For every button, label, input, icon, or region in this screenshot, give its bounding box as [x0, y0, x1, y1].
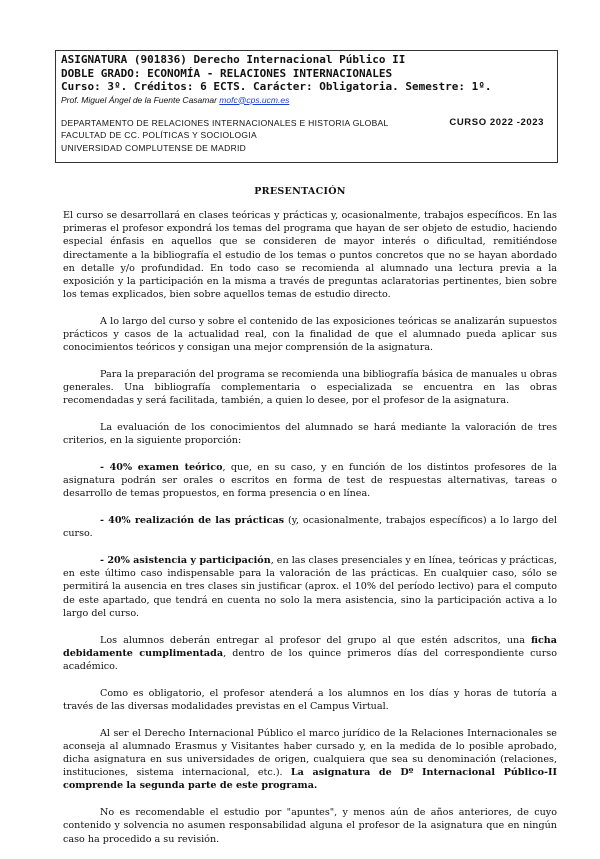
- department-block: [61, 117, 552, 155]
- paragraph-practical-cases: A lo largo del curso y sobre el contenido de las exposiciones teóricas se analizarán supuestos prácticos y casos de la actualidad real, con la finalidad de que el alumnado pueda aplicar sus conocimientos teóricos y consigan una mejor comprensión de la asignatura.: [63, 315, 557, 354]
- professor-email-link[interactable]: mofc@cps.ucm.es: [219, 94, 290, 105]
- paragraph-erasmus: Al ser el Derecho Internacional Público el marco jurídico de la Relaciones Internacionales se aconseja al alumnado Erasmus y Visitantes haber cursado y, en la medida de lo posible aprobado, dicha asignatura en sus universidades de origen, cualquiera que sea su denominación (relaciones, instituciones, sistema internacional, etc.). La asignatura de Dº Internacional Público-II comprende la segunda parte de este programa.: [63, 727, 557, 792]
- course-title: ASIGNATURA (901836) Derecho Internacional Público II: [61, 53, 406, 66]
- paragraph-attendance-criterion: - 20% asistencia y participación, en las clases presenciales y en línea, teóricas y prácticas, en este último caso indispensable para la valoración de las prácticas. En cualquier caso, sólo se permitirá la ausencia en tres clases sin justificar (aprox. el 10% del período lectivo) para el computo de este apartado, que tendrá en cuenta no solo la mera asistencia, sino la participación activa a lo largo del curso.: [63, 555, 557, 619]
- professor-name: Prof. Miguel Ángel de la Fuente Casamar: [61, 94, 217, 105]
- paragraph-practice-criterion: - 40% realización de las prácticas (y, ocasionalmente, trabajos específicos) a lo largo del curso.: [63, 515, 557, 540]
- faculty-name: FACULTAD DE CC. POLÍTICAS Y SOCIOLOGIA: [61, 130, 257, 140]
- second-part-note: La asignatura de Dº Internacional Público-II comprende la segunda parte de este programa.: [63, 767, 557, 792]
- academic-year: CURSO 2022 -2023: [449, 116, 544, 128]
- paragraph-evaluation: La evaluación de los conocimientos del alumnado se hará mediante la valoración de tres criterios, en la siguiente proporción:: [63, 422, 557, 447]
- course-details: Curso: 3º. Créditos: 6 ECTS. Carácter: Obligatoria. Semestre: 1º.: [61, 80, 492, 93]
- exam-criterion-label: - 40% examen teórico: [100, 462, 223, 474]
- presentation-body: [63, 209, 557, 859]
- paragraph-course-format: El curso se desarrollará en clases teóricas y prácticas y, ocasionalmente, trabajos específicos. En las primeras el profesor expondrá los temas del programa que hayan de ser objeto de estudio, haciendo especial énfasis en aquellos que se consideren de mayor interés o dificultad, remitiéndose directamente a la bibliografía el estudio de los temas o puntos concretos que no se hayan abordado en detalle y/o profundidad. En todo caso se recomienda al alumnado una lectura previa a la exposición y la participación en la misma a través de preguntas aclaratorias pertinentes, bien sobre los temas explicados, bien sobre aquellos temas de estudio directo.: [63, 210, 557, 301]
- course-header-box: [55, 50, 558, 163]
- degree-line: DOBLE GRADO: ECONOMÍA - RELACIONES INTERNACIONALES: [61, 66, 393, 80]
- paragraph-tutoring: Como es obligatorio, el profesor atenderá a los alumnos en los días y horas de tutoría a través de las diversas modalidades previstas en el Campus Virtual.: [63, 687, 557, 712]
- section-title: PRESENTACIÓN: [254, 186, 346, 197]
- paragraph-exam-criterion: - 40% examen teórico, que, en su caso, y en función de los distintos profesores de la asignatura podrán ser orales o escritos en forma de test de respuestas alternativas, tareas o desarrollo de temas propuestos, en forma presencia o en línea.: [63, 462, 557, 500]
- university-name: UNIVERSIDAD COMPLUTENSE DE MADRID: [61, 142, 247, 153]
- attendance-criterion-label: - 20% asistencia y participación: [100, 555, 271, 567]
- practice-criterion-label: - 40% realización de las prácticas: [100, 515, 285, 527]
- paragraph-student-form: Los alumnos deberán entregar al profesor del grupo al que estén adscritos, una ficha debidamente cumplimentada, dentro de los quince primeros días del correspondiente curso académico.: [63, 634, 557, 672]
- department-name: DEPARTAMENTO DE RELACIONES INTERNACIONALES E HISTORIA GLOBAL: [61, 117, 389, 128]
- paragraph-notes-warning: No es recomendable el estudio por "apuntes", y menos aún de años anteriores, de cuyo contenido y solvencia no asumen responsabilidad alguna el profesor de la asignatura que en ningún caso ha procedido a su revisión.: [63, 807, 557, 845]
- student-form-label: ficha debidamente cumplimentada: [63, 634, 557, 659]
- professor-line: [61, 95, 552, 105]
- paragraph-bibliography: Para la preparación del programa se recomienda una bibliografía básica de manuales u obras generales. Una bibliografía complementaria o especializada se encuentra en las obras recomendadas y será facilitada, también, a quien lo desee, por el profesor de la asignatura.: [63, 369, 557, 407]
